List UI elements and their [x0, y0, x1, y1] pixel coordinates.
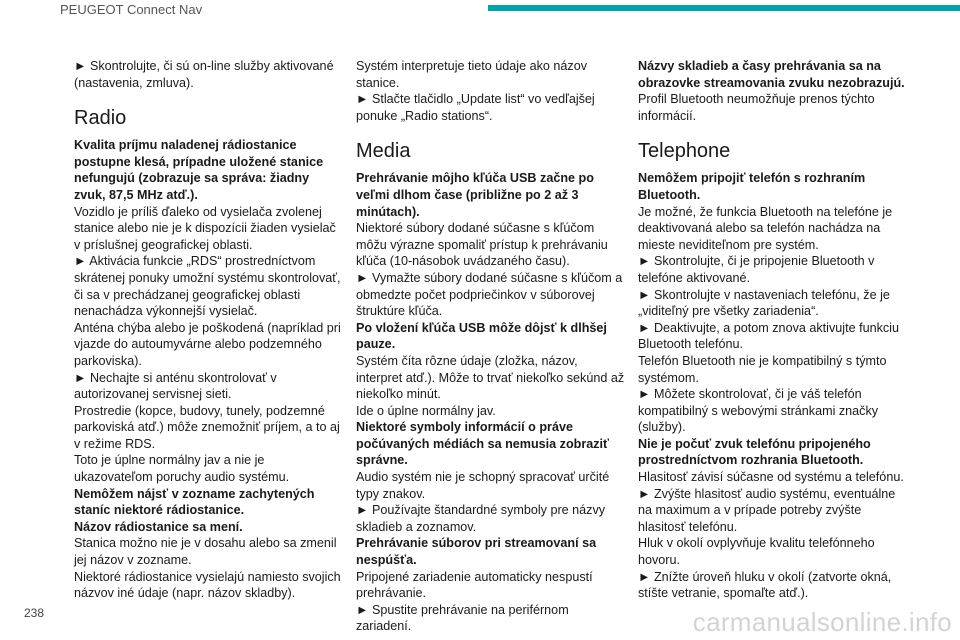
watermark-text: carmanualsonline.info	[692, 607, 952, 637]
header-accent-bar	[488, 5, 960, 11]
question-heading: Nemôžem pripojiť telefón s rozhraním Bluetooth.	[638, 171, 866, 202]
question-heading: Kvalita príjmu naladenej rádiostanice postupne klesá, prípadne uložené stanice nefungujú (zobrazuje sa správa: žiadny zvuk, 87,5 MHz atď.).	[74, 138, 324, 202]
paragraph: ► Používajte štandardné symboly pre názvy skladieb a zoznamov.	[356, 503, 606, 534]
page-number: 238	[24, 606, 45, 620]
paragraph: ► Skontrolujte, či je pripojenie Bluetooth v telefóne aktivované.	[638, 254, 875, 285]
question-heading: Prehrávanie môjho kľúča USB začne po veľmi dlhom čase (približne po 2 až 3 minútach).	[356, 171, 594, 219]
paragraph: ► Aktivácia funkcie „RDS“ prostredníctvom skrátenej ponuky umožní systému skontrolovať, či sa v prechádzanej geografickej oblasti nenachádza výkonnejší vysielač.	[74, 254, 341, 319]
paragraph: Audio systém nie je schopný spracovať určité typy znakov.	[356, 470, 610, 501]
question-heading: Prehrávanie súborov pri streamovaní sa nespúšťa.	[356, 536, 597, 568]
question-heading: Po vložení kľúča USB môže dôjsť k dlhšej pauze.	[356, 320, 607, 352]
paragraph: ► Znížte úroveň hluku v okolí (zatvorte okná, stíšte vetranie, spomaľte atď.).	[638, 569, 892, 601]
question-heading: Nie je počuť zvuk telefónu pripojeného prostredníctvom rozhrania Bluetooth.	[638, 436, 871, 468]
question-heading: Názvy skladieb a časy prehrávania sa na obrazovke streamovania zvuku nezobrazujú.	[638, 59, 905, 90]
question-heading: Niektoré symboly informácií o práve počúvaných médiách sa nemusia zobraziť správne.	[356, 420, 610, 468]
text-column-3	[638, 58, 910, 602]
paragraph: Stanica možno nie je v dosahu alebo sa zmenil jej názov v zozname.	[74, 536, 337, 568]
paragraph: Pripojené zariadenie automaticky nespustí prehrávanie.	[356, 569, 593, 601]
paragraph: ► Spustite prehrávanie na periférnom zariadení.	[356, 602, 569, 634]
section-heading: Media	[356, 140, 411, 163]
section-heading: Radio	[74, 107, 127, 130]
paragraph: ► Skontrolujte v nastaveniach telefónu, že je „viditeľný pre všetky zariadenia“.	[638, 287, 890, 319]
paragraph: ► Zvýšte hlasitosť audio systému, eventuálne na maximum a v prípade potreby zvýšte hlasitosť telefónu.	[638, 486, 896, 534]
paragraph: Ide o úplne normálny jav.	[356, 403, 496, 418]
text-column-1	[74, 58, 344, 602]
paragraph: Niektoré rádiostanice vysielajú namiesto svojich názvov iné údaje (napr. názov skladby).	[74, 569, 341, 601]
paragraph: Anténa chýba alebo je poškodená (napríklad pri vjazde do autoumyvárne alebo podzemného parkoviska).	[74, 320, 341, 368]
question-heading: Nemôžem nájsť v zozname zachytených staníc niektoré rádiostanice.	[74, 486, 315, 518]
paragraph: Prostredie (kopce, budovy, tunely, podzemné parkoviská atď.) môže znemožniť príjem, a to aj v režime RDS.	[74, 403, 340, 451]
paragraph: Telefón Bluetooth nie je kompatibilný s týmto systémom.	[638, 353, 887, 385]
paragraph: Hluk v okolí ovplyvňuje kvalitu telefónneho hovoru.	[638, 536, 875, 568]
running-header-title: PEUGEOT Connect Nav	[60, 2, 203, 17]
paragraph: ► Vymažte súbory dodané súčasne s kľúčom a obmedzte počet podpriečinkov v súborovej štruktúre kľúča.	[356, 270, 623, 319]
paragraph: Systém číta rôzne údaje (zložka, názov, interpret atď.). Môže to trvať niekoľko sekúnd až niekoľko minút.	[356, 353, 625, 402]
text-column-2	[356, 58, 626, 635]
paragraph: Niektoré súbory dodané súčasne s kľúčom môžu výrazne spomaliť prístup k prehrávaniu kľúča (10-násobok uvádzaného času).	[356, 221, 608, 269]
paragraph: Profil Bluetooth neumožňuje prenos týchto informácií.	[638, 92, 875, 123]
paragraph: ► Nechajte si anténu skontrolovať v autorizovanej servisnej sieti.	[74, 370, 277, 402]
paragraph: ► Deaktivujte, a potom znova aktivujte funkciu Bluetooth telefónu.	[638, 320, 899, 352]
paragraph: Toto je úplne normálny jav a nie je ukazovateľom poruchy audio systému.	[74, 453, 290, 485]
paragraph: Je možné, že funkcia Bluetooth na telefóne je deaktivovaná alebo sa telefón nachádza na mieste neviditeľnom pre systém.	[638, 204, 893, 252]
paragraph: ► Skontrolujte, či sú on-line služby aktivované (nastavenia, zmluva).	[74, 59, 334, 90]
question-heading: Názov rádiostanice sa mení.	[74, 519, 243, 534]
paragraph: Vozidlo je príliš ďaleko od vysielača zvolenej stanice alebo nie je k dispozícii žiaden vysielač v príslušnej geografickej oblasti.	[74, 204, 336, 252]
paragraph: ► Môžete skontrolovať, či je váš telefón kompatibilný s webovými stránkami značky (služby).	[638, 387, 879, 435]
paragraph: Hlasitosť závisí súčasne od systému a telefónu.	[638, 470, 904, 485]
paragraph: ► Stlačte tlačidlo „Update list“ vo vedľajšej ponuke „Radio stations“.	[356, 92, 595, 123]
paragraph: Systém interpretuje tieto údaje ako názov stanice.	[356, 59, 588, 90]
section-heading: Telephone	[638, 140, 731, 163]
